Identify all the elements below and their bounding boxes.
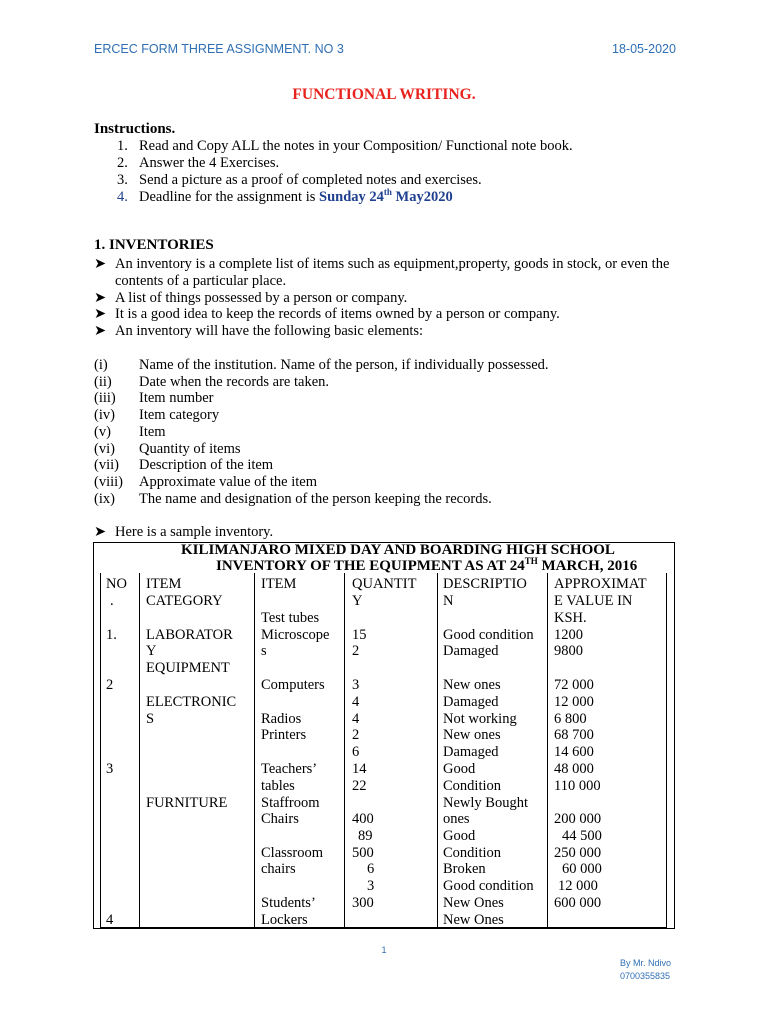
instruction-item: 3. Send a picture as a proof of completed notes and exercises. [117, 172, 482, 188]
page-number: 1 [381, 945, 387, 955]
element-item: (ix) The name and designation of the person keeping the records. [94, 491, 492, 507]
table-header-quantity: QUANTIT [352, 576, 417, 592]
table-cell: New Ones [443, 895, 504, 911]
table-cell: Microscope [261, 627, 330, 643]
table-cell: Good condition [443, 627, 534, 643]
table-cell: 200 000 [554, 811, 602, 827]
table-cell: Good [443, 828, 476, 844]
table-cell: Chairs [261, 811, 299, 827]
instruction-item-deadline: 4. Deadline for the assignment is Sunday 24th May2020 [117, 187, 453, 205]
table-cell: Computers [261, 677, 325, 693]
element-item: (vii) Description of the item [94, 457, 274, 473]
table-cell: 14 [352, 761, 367, 777]
table-header-item: ITEM [261, 576, 297, 592]
table-cell: Condition [443, 778, 502, 794]
table-cell: ELECTRONIC [146, 694, 237, 710]
arrow-bullet-icon: ➤ [94, 290, 107, 306]
table-cell: FURNITURE [146, 795, 228, 811]
table-cell: 600 000 [554, 895, 602, 911]
table-border [666, 573, 667, 928]
table-cell: Teachers’ [261, 761, 318, 777]
table-cell: Not working [443, 711, 517, 727]
table-cell: 68 700 [554, 727, 594, 743]
table-header-description: N [443, 593, 454, 609]
table-cell: Printers [261, 727, 307, 743]
table-cell: 500 [352, 845, 374, 861]
table-cell: chairs [261, 861, 296, 877]
table-cell: 44 500 [562, 828, 602, 844]
table-cell: Damaged [443, 694, 499, 710]
table-border [344, 573, 345, 928]
table-cell: Good [443, 761, 476, 777]
table-cell: 12 000 [554, 694, 594, 710]
instruction-item: 2. Answer the 4 Exercises. [117, 155, 280, 171]
page-title: FUNCTIONAL WRITING. [292, 86, 476, 103]
table-cell: 3 [352, 677, 360, 693]
table-border [100, 927, 666, 928]
table-cell: 2 [106, 677, 114, 693]
element-item: (i) Name of the institution. Name of the person, if individually possessed. [94, 357, 549, 373]
table-cell: tables [261, 778, 295, 794]
table-title-school: KILIMANJARO MIXED DAY AND BOARDING HIGH SCHOOL [181, 542, 615, 558]
table-border [139, 573, 140, 928]
table-cell: New Ones [443, 912, 504, 928]
table-header-no: . [110, 593, 114, 609]
element-item: (v) Item [94, 424, 166, 440]
table-cell: 400 [352, 811, 374, 827]
table-cell: 3 [367, 878, 375, 894]
table-header-value: E VALUE IN [554, 593, 633, 609]
header-date: 18-05-2020 [612, 42, 676, 56]
table-cell: 300 [352, 895, 374, 911]
table-header-value: APPROXIMAT [554, 576, 647, 592]
table-cell: Radios [261, 711, 302, 727]
table-cell: 110 000 [554, 778, 601, 794]
table-cell: New ones [443, 727, 501, 743]
table-cell: 14 600 [554, 744, 594, 760]
element-item: (iii) Item number [94, 390, 214, 406]
table-cell: 3 [106, 761, 114, 777]
table-cell: 2 [352, 643, 360, 659]
table-cell: 6 800 [554, 711, 587, 727]
table-cell: 4 [352, 694, 360, 710]
table-cell: 72 000 [554, 677, 594, 693]
table-border [437, 573, 438, 928]
table-cell: S [146, 711, 155, 727]
table-cell: 4 [352, 711, 360, 727]
table-cell: 6 [352, 744, 360, 760]
table-cell: 9800 [554, 643, 583, 659]
table-cell: Classroom [261, 845, 324, 861]
table-cell: 2 [352, 727, 360, 743]
table-cell: Damaged [443, 643, 499, 659]
instructions-heading: Instructions. [94, 121, 176, 137]
element-item: (vi) Quantity of items [94, 441, 241, 457]
table-cell: Staffroom [261, 795, 320, 811]
footer-author [620, 957, 671, 983]
table-header-category: ITEM [146, 576, 182, 592]
table-cell: Damaged [443, 744, 499, 760]
arrow-bullet-icon: ➤ [94, 256, 107, 272]
table-cell: 15 [352, 627, 367, 643]
table-header-quantity: Y [352, 593, 363, 609]
table-border [254, 573, 255, 928]
instruction-item: 1. Read and Copy ALL the notes in your Composition/ Functional note book. [117, 138, 573, 154]
table-cell: New ones [443, 677, 501, 693]
table-cell: LABORATOR [146, 627, 233, 643]
author-phone: 0700355835 [620, 971, 671, 981]
table-cell: s [261, 643, 267, 659]
table-cell: Newly Bought [443, 795, 528, 811]
table-border [547, 573, 548, 928]
table-header-value: KSH. [554, 610, 587, 626]
table-cell: Y [146, 643, 157, 659]
table-border [100, 573, 101, 928]
table-cell: 6 [367, 861, 375, 877]
table-cell: Test tubes [261, 610, 320, 626]
table-cell: Condition [443, 845, 502, 861]
header-assignment-title: ERCEC FORM THREE ASSIGNMENT. NO 3 [94, 42, 344, 56]
author-name: By Mr. Ndivo [620, 958, 672, 968]
table-cell: EQUIPMENT [146, 660, 230, 676]
table-cell: Lockers [261, 912, 308, 928]
section-heading: 1. INVENTORIES [94, 237, 214, 253]
arrow-bullet-icon: ➤ [94, 524, 107, 540]
table-cell: 1. [106, 627, 117, 643]
element-item: (viii) Approximate value of the item [94, 474, 317, 490]
table-header-description: DESCRIPTIO [443, 576, 527, 592]
table-cell: ones [443, 811, 470, 827]
table-cell: 60 000 [562, 861, 602, 877]
table-cell: 22 [352, 778, 367, 794]
table-cell: Students’ [261, 895, 316, 911]
table-cell: 12 000 [558, 878, 598, 894]
table-header-no: NO [106, 576, 127, 592]
table-title-inventory: INVENTORY OF THE EQUIPMENT AS AT 24TH MARCH, 2016 [216, 556, 638, 574]
arrow-bullet-icon: ➤ [94, 323, 107, 339]
table-cell: 89 [358, 828, 373, 844]
arrow-bullet-icon: ➤ [94, 306, 107, 322]
table-cell: 250 000 [554, 845, 602, 861]
table-cell: Broken [443, 861, 486, 877]
table-cell: 4 [106, 912, 114, 928]
table-cell: 48 000 [554, 761, 594, 777]
element-item: (ii) Date when the records are taken. [94, 374, 330, 390]
table-header-category: CATEGORY [146, 593, 223, 609]
table-cell: 1200 [554, 627, 583, 643]
table-cell: Good condition [443, 878, 534, 894]
element-item: (iv) Item category [94, 407, 220, 423]
